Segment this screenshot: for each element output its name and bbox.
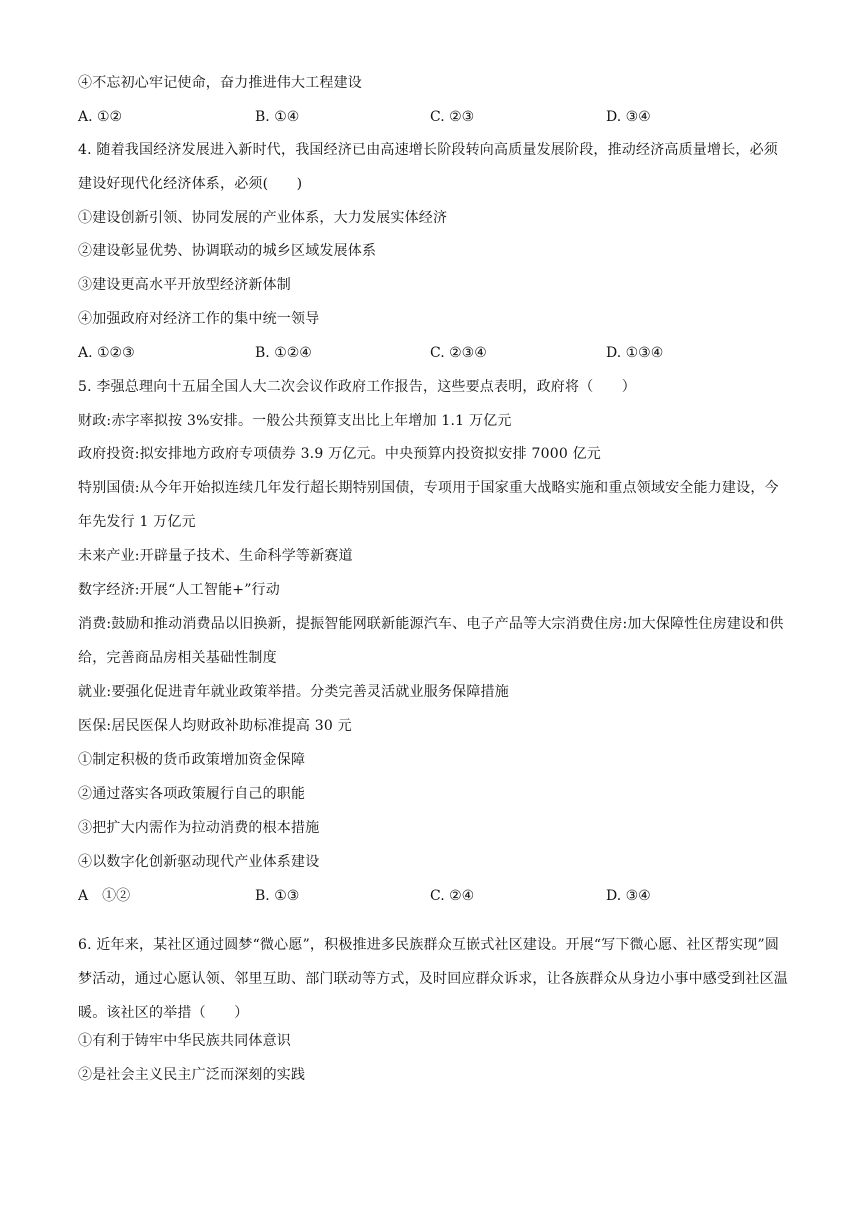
q5-point-fiscal: 财政:赤字率拟按 3%安排。一般公共预算支出比上年增加 1.1 万亿元 bbox=[78, 413, 512, 429]
q5-option-d: D. ③④ bbox=[606, 888, 651, 904]
q4-statement-3: ③建设更高水平开放型经济新体制 bbox=[78, 277, 291, 293]
q5-point-investment: 政府投资:拟安排地方政府专项债券 3.9 万亿元。中央预算内投资拟安排 7000 亿元 bbox=[78, 446, 602, 462]
q5-option-a: A ①② bbox=[78, 888, 131, 904]
q4-option-b: B. ①②④ bbox=[255, 345, 312, 361]
q5-point-employment: 就业:要强化促进青年就业政策举措。分类完善灵活就业服务保障措施 bbox=[78, 684, 509, 700]
q4-option-c: C. ②③④ bbox=[430, 345, 487, 361]
q6-statement-1: ①有利于铸牢中华民族共同体意识 bbox=[78, 1033, 291, 1049]
q5-statement-3: ③把扩大内需作为拉动消费的根本措施 bbox=[78, 820, 320, 836]
q4-options bbox=[78, 343, 798, 363]
q6-stem: 6. 近年来，某社区通过圆梦“微心愿”，积极推进多民族群众互嵌式社区建设。开展“写下微心愿、社区帮实现”圆梦活动，通过心愿认领、邻里互助、部门联动等方式，及时回应群众诉求，让各族群众从身边小事中感受到社区温暖。该社区的举措（ ） bbox=[78, 937, 788, 1021]
q3-option-b: B. ①④ bbox=[255, 109, 300, 125]
q4-option-d: D. ①③④ bbox=[606, 345, 664, 361]
q4-statement-4: ④加强政府对经济工作的集中统一领导 bbox=[78, 311, 320, 327]
q5-point-medical-insurance: 医保:居民医保人均财政补助标准提高 30 元 bbox=[78, 718, 352, 734]
q3-option-c: C. ②③ bbox=[430, 109, 475, 125]
q5-options bbox=[78, 886, 798, 906]
q4-statement-1: ①建设创新引领、协同发展的产业体系，大力发展实体经济 bbox=[78, 210, 448, 226]
q5-statement-1: ①制定积极的货币政策增加资金保障 bbox=[78, 752, 306, 768]
q6-statement-2: ②是社会主义民主广泛而深刻的实践 bbox=[78, 1067, 306, 1083]
q3-option-d: D. ③④ bbox=[606, 109, 651, 125]
q5-stem: 5. 李强总理向十五届全国人大二次会议作政府工作报告，这些要点表明，政府将（ ） bbox=[78, 379, 637, 395]
q5-statement-4: ④以数字化创新驱动现代产业体系建设 bbox=[78, 854, 320, 870]
q5-statement-2: ②通过落实各项政策履行自己的职能 bbox=[78, 786, 306, 802]
q3-option-a: A. ①② bbox=[78, 109, 123, 125]
q5-point-special-bonds: 特别国债:从今年开始拟连续几年发行超长期特别国债，专项用于国家重大战略实施和重点领域安全能力建设，今年先发行 1 万亿元 bbox=[78, 480, 779, 530]
q5-option-b: B. ①③ bbox=[255, 888, 300, 904]
q3-options bbox=[78, 107, 798, 127]
q5-point-consumption: 消费:鼓励和推动消费品以旧换新，提振智能网联新能源汽车、电子产品等大宗消费住房:加大保障性住房建设和供给，完善商品房相关基础性制度 bbox=[78, 616, 784, 666]
q5-point-digital-economy: 数字经济:开展“人工智能+”行动 bbox=[78, 582, 280, 598]
q4-statement-2: ②建设彰显优势、协调联动的城乡区域发展体系 bbox=[78, 243, 377, 259]
q5-option-c: C. ②④ bbox=[430, 888, 475, 904]
q4-stem: 4. 随着我国经济发展进入新时代，我国经济已由高速增长阶段转向高质量发展阶段，推动经济高质量增长，必须建设好现代化经济体系，必须( ) bbox=[78, 142, 779, 192]
q5-point-future-industry: 未来产业:开辟量子技术、生命科学等新赛道 bbox=[78, 548, 353, 564]
q4-option-a: A. ①②③ bbox=[78, 345, 135, 361]
q3-statement-4: ④不忘初心牢记使命，奋力推进伟大工程建设 bbox=[78, 75, 362, 91]
